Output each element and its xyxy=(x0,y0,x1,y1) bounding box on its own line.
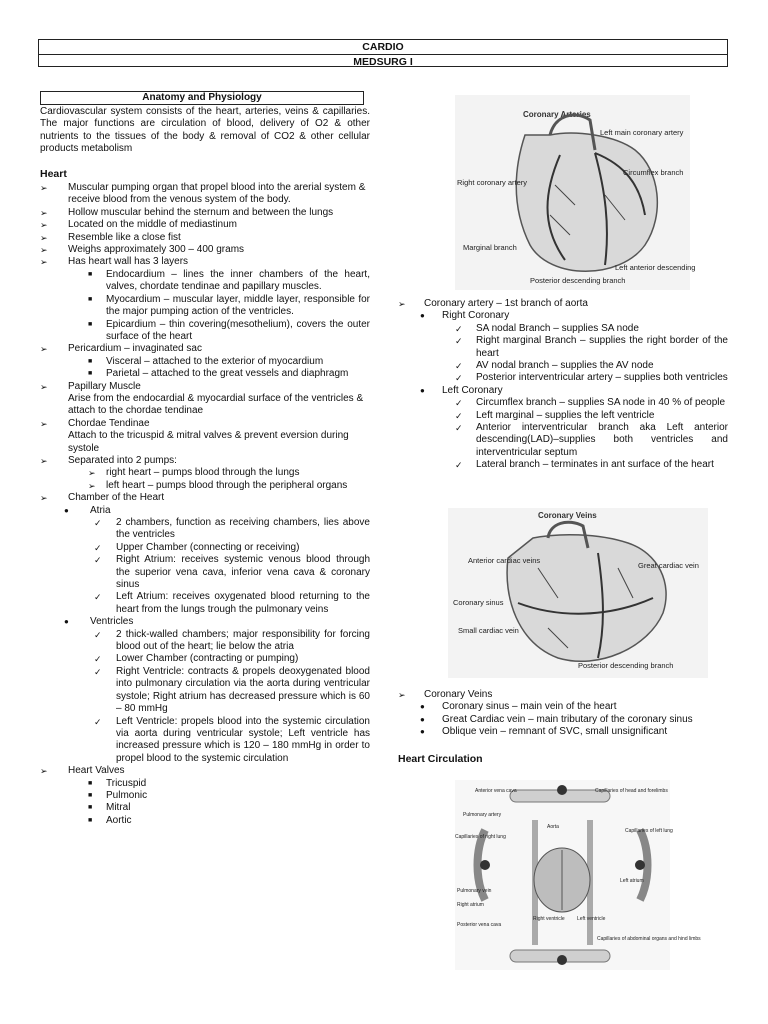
check-bullet-icon: ✓ xyxy=(455,361,463,372)
list-item: ➢ Located on the middle of mediastinum xyxy=(40,219,237,231)
arrow-bullet-icon: ➢ xyxy=(398,690,406,700)
list-item: ➢ Coronary Veins ● Coronary sinus – main vein of the heart ● Great Cardiac vein – main tributary of the coronary sinus ● Oblique vein – remnant of SVC, small unsignificant xyxy=(398,689,728,739)
left-column xyxy=(40,91,370,827)
list-item: ■ Endocardium – lines the inner chambers of the heart, valves, chordate tendinae and papillary muscles. xyxy=(88,268,370,293)
document-title-box xyxy=(38,39,728,67)
list-item: ✓ Lower Chamber (contracting or pumping) xyxy=(94,653,299,665)
list-item: ✓ AV nodal branch – supplies the AV node xyxy=(455,360,654,372)
list-item: ➢ right heart – pumps blood through the lungs xyxy=(88,467,300,479)
check-bullet-icon: ✓ xyxy=(455,323,463,334)
figure-label: Right atrium xyxy=(457,902,484,908)
coronary-veins-figure xyxy=(448,508,708,678)
list-item: ✓ Left marginal – supplies the left ventricle xyxy=(455,409,655,421)
list-item: ● Atria ✓ 2 chambers, function as receiving chambers, lies above the ventricles ✓ Upper Chamber (connecting or receiving) ✓ Right Atrium: receives systemic venous blood through the superior vena cava, inferior vena cava & coronary sinus ✓ Left Atrium: receives oxygenated blood returning to the heart from the lungs trough the pulmonary veins xyxy=(64,504,370,615)
coronary-list xyxy=(398,298,728,472)
check-bullet-icon: ✓ xyxy=(94,592,102,603)
figure-label: Marginal branch xyxy=(463,243,517,252)
list-item: ✓ Circumflex branch – supplies SA node in 40 % of people xyxy=(455,397,726,409)
document-title: CARDIO xyxy=(362,41,404,53)
check-bullet-icon: ✓ xyxy=(455,410,463,421)
square-bullet-icon: ■ xyxy=(88,816,93,824)
list-item: ● Great Cardiac vein – main tributary of the coronary sinus xyxy=(420,713,693,725)
list-item: ➢ Heart Valves ■ Tricuspid ■ Pulmonic ■ Mitral ■ Aortic xyxy=(40,765,370,827)
arrow-bullet-icon: ➢ xyxy=(40,418,48,429)
list-item: ➢ Papillary Muscle Arise from the endocardial & myocardial surface of the ventricles & attach to the chordae tendinae xyxy=(40,380,364,417)
dot-bullet-icon: ● xyxy=(420,727,425,737)
figure-label: Right coronary artery xyxy=(457,178,528,187)
list-item: ➢ left heart – pumps blood through the peripheral organs xyxy=(88,479,348,491)
list-item: ➢ Chordae Tendinae Attach to the tricuspid & mitral valves & prevent eversion during systole xyxy=(40,417,349,454)
list-item: ➢ Coronary artery – 1st branch of aorta ● Right Coronary ✓ SA nodal Branch – supplies SA node ✓ Right marginal Branch – supplies the right border of the heart ✓ AV nodal branch – supplies the AV node ✓ Posterior interventricular artery – supplies both ventricles ● Left Coronary ✓ Circumflex branch – supplies SA node in 40 % of people ✓ Left marginal – supplies the left ventricle ✓ Anterior interventricular branch aka Left anterior descending(LAD)–supplies both ventricles and interventricular septum ✓ Lateral branch – terminates in ant surface of the heart xyxy=(398,298,728,471)
figure-label: Posterior vena cava xyxy=(457,922,502,928)
figure-label: Small cardiac vein xyxy=(458,626,519,635)
right-column-veins xyxy=(398,689,728,767)
figure-label: Aorta xyxy=(547,824,559,830)
list-item: ● Coronary sinus – main vein of the heart xyxy=(420,701,617,713)
figure-label: Left ventricle xyxy=(577,916,606,922)
figure-label: Left main coronary artery xyxy=(600,128,684,137)
check-bullet-icon: ✓ xyxy=(94,666,102,677)
list-item: ✓ 2 chambers, function as receiving chambers, lies above the ventricles xyxy=(94,517,370,541)
list-item: ■ Epicardium – thin covering(mesothelium), covers the outer surface of the heart xyxy=(88,318,370,342)
figure-label: Capillaries of right lung xyxy=(455,834,506,840)
square-bullet-icon: ■ xyxy=(88,295,93,303)
list-item: ➢ Weighs approximately 300 – 400 grams xyxy=(40,244,245,256)
arrow-bullet-icon: ➢ xyxy=(40,220,48,231)
list-item: ✓ SA nodal Branch – supplies SA node xyxy=(455,322,639,334)
figure-label: Coronary sinus xyxy=(453,598,504,607)
list-item: ➢ Muscular pumping organ that propel blood into the arerial system & receive blood from the venous system of the body. xyxy=(40,182,366,206)
arrow-bullet-icon: ➢ xyxy=(40,207,48,218)
list-item: ➢ Hollow muscular behind the sternum and between the lungs xyxy=(40,206,334,218)
heart-circulation-heading: Heart Circulation xyxy=(398,752,483,765)
arrow-bullet-icon: ➢ xyxy=(398,299,406,309)
check-bullet-icon: ✓ xyxy=(94,654,102,665)
list-item: ✓ Upper Chamber (connecting or receiving) xyxy=(94,541,300,553)
list-item: ● Right Coronary ✓ SA nodal Branch – supplies SA node ✓ Right marginal Branch – supplies the right border of the heart ✓ AV nodal branch – supplies the AV node ✓ Posterior interventricular artery – supplies both ventricles xyxy=(398,310,728,384)
check-bullet-icon: ✓ xyxy=(455,336,463,347)
check-bullet-icon: ✓ xyxy=(94,629,102,640)
square-bullet-icon: ■ xyxy=(88,370,93,378)
list-item: ✓ 2 thick-walled chambers; major responsibility for forcing blood out of the heart; lie below the atria xyxy=(94,628,370,653)
arrow-bullet-icon: ➢ xyxy=(40,257,48,268)
arrow-bullet-icon: ➢ xyxy=(40,183,48,194)
arrow-bullet-icon: ➢ xyxy=(40,493,48,504)
arrow-bullet-icon: ➢ xyxy=(40,455,48,466)
dot-bullet-icon: ● xyxy=(420,714,425,724)
dot-bullet-icon: ● xyxy=(420,385,425,395)
check-bullet-icon: ✓ xyxy=(455,423,463,434)
figure-label: Left atrium xyxy=(620,878,644,884)
figure-label: Right ventricle xyxy=(533,916,565,922)
square-bullet-icon: ■ xyxy=(88,357,93,365)
figure-label: Posterior descending branch xyxy=(530,276,626,285)
dot-bullet-icon: ● xyxy=(420,702,425,712)
figure-label: Pulmonary artery xyxy=(463,812,502,818)
list-item: ✓ Anterior interventricular branch aka Left anterior descending(LAD)–supplies both ventricles and interventricular septum xyxy=(455,422,728,458)
list-item: ➢ Has heart wall has 3 layers ■ Endocardium – lines the inner chambers of the heart, valves, chordate tendinae and papillary muscles. ■ Myocardium – muscular layer, middle layer, responsible for the major pumping action of the ventricles. ■ Epicardium – thin covering(mesothelium), covers the outer surface of the heart xyxy=(40,256,370,342)
figure-label: Pulmonary vein xyxy=(457,888,492,894)
square-bullet-icon: ■ xyxy=(88,804,93,812)
check-bullet-icon: ✓ xyxy=(455,373,463,384)
arrow-bullet-icon: ➢ xyxy=(40,232,48,243)
dot-bullet-icon: ● xyxy=(64,505,69,515)
list-item: ✓ Right Atrium: receives systemic venous blood through the superior vena cava, inferior vena cava & coronary sinus xyxy=(94,554,370,591)
list-item: ✓ Lateral branch – terminates in ant surface of the heart xyxy=(455,459,714,471)
list-item: ✓ Posterior interventricular artery – supplies both ventricles xyxy=(455,372,728,384)
heart-heading: Heart xyxy=(40,167,67,180)
arrow-bullet-icon: ➢ xyxy=(40,766,48,777)
document-subtitle: MEDSURG I xyxy=(353,56,413,68)
list-item: ➢ Chamber of the Heart ● Atria ✓ 2 chambers, function as receiving chambers, lies above the ventricles ✓ Upper Chamber (connecting or receiving) ✓ Right Atrium: receives systemic venous blood through the superior vena cava, inferior vena cava & coronary sinus ✓ Left Atrium: receives oxygenated blood returning to the heart from the lungs trough the pulmonary veins ● Ventricles ✓ 2 thick-walled chambers; major responsibility for forcing blood out of the heart; lie below the atria ✓ Lower Chamber (contracting or pumping) ✓ Right Ventricle: contracts & propels deoxygenated blood into pulmonary circulation via the aorta during ventricular systole; Right atrium has decreased pressure which is 60 – 80 mmHg ✓ Left Ventricle: propels blood into the systemic circulation via aorta during ventricular systole; Left ventricle has increased pressure which is 120 – 180 mmHg in order to propel blood to the systemic circulation xyxy=(40,492,370,764)
dot-bullet-icon: ● xyxy=(420,311,425,321)
list-item: ■ Tricuspid xyxy=(88,777,147,789)
figure-label: Anterior cardiac veins xyxy=(468,556,541,565)
square-bullet-icon: ■ xyxy=(88,791,93,799)
square-bullet-icon: ■ xyxy=(88,320,93,328)
veins-list xyxy=(398,689,728,739)
check-bullet-icon: ✓ xyxy=(94,716,102,727)
figure-label: Anterior vena cava xyxy=(475,788,517,794)
figure-label: Circumflex branch xyxy=(623,168,684,177)
list-item: ➢ Separated into 2 pumps: ➢ right heart – pumps blood through the lungs ➢ left heart – pumps blood through the peripheral organs xyxy=(40,455,370,492)
intro-paragraph: Cardiovascular system consists of the heart, arteries, veins & capillaries. The major functions are circulation of blood, delivery of O2 & other nutrients to the tissues of the body & removal of CO2 & other cellular products metabolism xyxy=(40,106,370,155)
check-bullet-icon: ✓ xyxy=(94,518,102,528)
list-item: ■ Pulmonic xyxy=(88,789,148,801)
list-item: ✓ Right marginal Branch – supplies the right border of the heart xyxy=(455,335,728,359)
list-item: ➢ Pericardium – invaginated sac ■ Visceral – attached to the exterior of myocardium ■ Parietal – attached to the great vessels and diaphragm xyxy=(40,343,370,380)
arrow-bullet-icon: ➢ xyxy=(40,381,48,392)
list-item: ■ Parietal – attached to the great vessels and diaphragm xyxy=(88,368,349,380)
arrow-bullet-icon: ➢ xyxy=(40,344,48,355)
list-item: ● Ventricles ✓ 2 thick-walled chambers; major responsibility for forcing blood out of the heart; lie below the atria ✓ Lower Chamber (contracting or pumping) ✓ Right Ventricle: contracts & propels deoxygenated blood into pulmonary circulation via the aorta during ventricular systole; Right atrium has decreased pressure which is 60 – 80 mmHg ✓ Left Ventricle: propels blood into the systemic circulation via aorta during ventricular systole; Left ventricle has increased pressure which is 120 – 180 mmHg in order to propel blood to the systemic circulation xyxy=(64,616,370,764)
check-bullet-icon: ✓ xyxy=(94,555,102,566)
dot-bullet-icon: ● xyxy=(64,617,69,627)
coronary-arteries-figure xyxy=(455,95,696,290)
figure-title: Coronary Arteries xyxy=(523,110,591,119)
list-item: ■ Myocardium – muscular layer, middle layer, responsible for the major pumping action of the ventricles. xyxy=(88,293,370,318)
figure-label: Great cardiac vein xyxy=(638,561,699,570)
list-item: ■ Mitral xyxy=(88,802,131,814)
check-bullet-icon: ✓ xyxy=(455,398,463,409)
list-item: ✓ Left Atrium: receives oxygenated blood returning to the heart from the lungs trough the pulmonary veins xyxy=(94,591,370,615)
figure-label: Capillaries of abdominal organs and hind limbs xyxy=(597,936,701,942)
arrow-bullet-icon: ➢ xyxy=(40,245,48,256)
title-divider xyxy=(39,54,727,55)
list-item: ➢ Resemble like a close fist xyxy=(40,231,181,243)
list-item: ■ Aortic xyxy=(88,814,132,826)
list-item: ● Oblique vein – remnant of SVC, small unsignificant xyxy=(420,726,668,738)
arrow-bullet-icon: ➢ xyxy=(88,468,96,479)
section-title: Anatomy and Physiology xyxy=(40,91,364,105)
list-item: ■ Visceral – attached to the exterior of myocardium xyxy=(88,355,324,367)
check-bullet-icon: ✓ xyxy=(94,542,102,553)
figure-label: Capillaries of head and forelimbs xyxy=(595,788,668,794)
figure-label: Posterior descending branch xyxy=(578,661,674,670)
list-item: ✓ Right Ventricle: contracts & propels deoxygenated blood into pulmonary circulation via the aorta during ventricular systole; Right atrium has decreased pressure which is 60 – 80 mmHg xyxy=(94,665,370,715)
arrow-bullet-icon: ➢ xyxy=(88,480,96,491)
list-item: ✓ Left Ventricle: propels blood into the systemic circulation via aorta during ventricular systole; Left ventricle has increased pressure which is 120 – 180 mmHg in order to propel blood to the systemic circulation xyxy=(94,715,370,764)
heart-list xyxy=(40,182,370,827)
square-bullet-icon: ■ xyxy=(88,779,93,787)
figure-label: Capillaries of left lung xyxy=(625,828,673,834)
check-bullet-icon: ✓ xyxy=(455,460,463,471)
right-column xyxy=(398,298,728,472)
list-item: ● Left Coronary ✓ Circumflex branch – supplies SA node in 40 % of people ✓ Left marginal – supplies the left ventricle ✓ Anterior interventricular branch aka Left anterior descending(LAD)–supplies both ventricles and interventricular septum ✓ Lateral branch – terminates in ant surface of the heart xyxy=(398,385,728,472)
heart-circulation-figure xyxy=(455,780,701,970)
figure-label: Left anterior descending xyxy=(615,263,696,272)
square-bullet-icon: ■ xyxy=(88,270,93,278)
figure-title: Coronary Veins xyxy=(538,511,597,520)
